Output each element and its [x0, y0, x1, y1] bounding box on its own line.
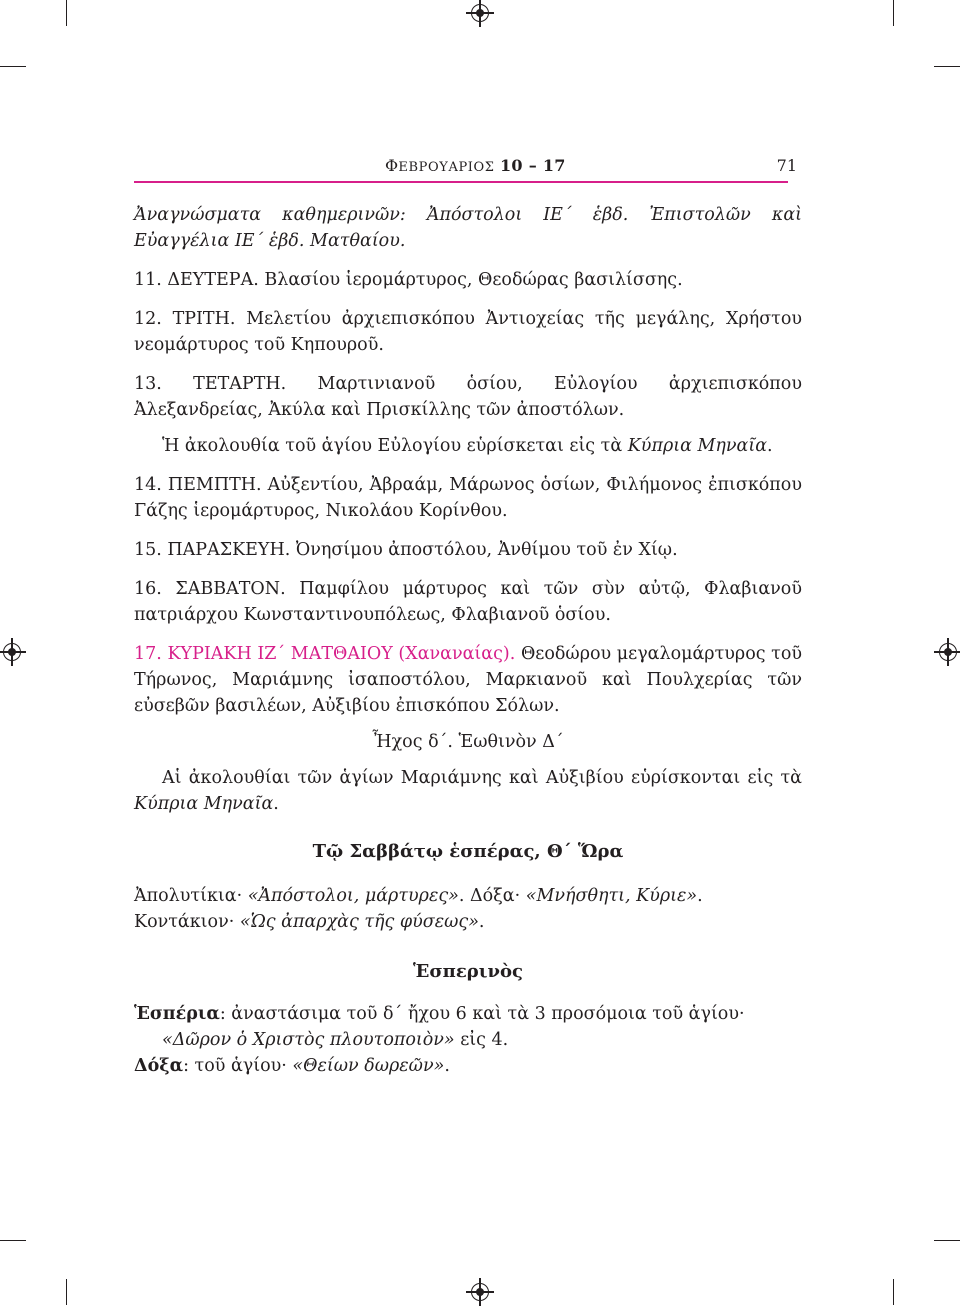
registration-mark-top [471, 4, 489, 22]
day-17-note: Αἱ ἀκολουθίαι τῶν ἁγίων Μαριάμνης καὶ Αὐξιβίου εὑρίσκονται εἰς τὰ Κύπρια Μηναῖα. [134, 768, 802, 814]
registration-mark-bottom [471, 1283, 489, 1301]
readings-note: Ἀναγνώσματα καθημερινῶν: Ἀπόστολοι ΙΕ΄ ἑβδ. Ἐπιστολῶν καὶ Εὐαγγέλια ΙΕ΄ ἑβδ. Ματθαίου. [134, 205, 802, 251]
crop-mark-tr-v [893, 0, 894, 26]
crop-mark-tr-h [934, 66, 960, 67]
crop-mark-bl-v [66, 1279, 67, 1305]
page-body [134, 202, 802, 1079]
apolytikia-line: Ἀπολυτίκια· «Ἀπόστολοι, μάρτυρες». Δόξα· «Μνήσθητι, Κύριε». [134, 886, 703, 906]
day-17: 17. ΚΥΡΙΑΚΗ ΙΖ΄ ΜΑΤΘΑΙΟΥ (Χαναναίας). Θεοδώρου μεγαλομάρτυρος τοῦ Τήρωνος, Μαριάμνης ἰσαποστόλου, Μαρκιανοῦ καὶ Πουλχερίας τῶν εὐσεβῶν βασιλέων, Αὐξιβίου ἐπισκόπου Σόλων. [134, 644, 803, 716]
sunday-label: 17. ΚΥΡΙΑΚΗ ΙΖ΄ ΜΑΤΘΑΙΟΥ (Χαναναίας). [134, 644, 516, 664]
registration-mark-right [939, 643, 957, 661]
header-date-range: 10 – 17 [499, 156, 566, 175]
esperia-hymn-line: «Δῶρον ὁ Χριστὸς πλουτοποιὸν» εἰς 4. [162, 1030, 509, 1050]
header-rule [134, 181, 788, 183]
vespers-heading: Ἑσπερινὸς [413, 961, 523, 982]
crop-mark-br-v [893, 1279, 894, 1305]
esperia-line: Ἑσπέρια: ἀναστάσιμα τοῦ δ΄ ἤχου 6 καὶ τὰ 3 προσόμοια τοῦ ἁγίου· [134, 1004, 745, 1024]
day-13: 13. ΤΕΤΑΡΤΗ. Μαρτινιανοῦ ὁσίου, Εὐλογίου ἀρχιεπισκόπου Ἀλεξανδρείας, Ἀκύλα καὶ Πρισκίλλης τῶν ἀποστόλων. [134, 374, 802, 420]
kontakion-line: Κοντάκιον· «Ὡς ἀπαρχὰς τῆς φύσεως». [134, 912, 485, 932]
day-14: 14. ΠΕΜΠΤΗ. Αὐξεντίου, Ἀβραάμ, Μάρωνος ὁσίων, Φιλήμονος ἐπισκόπου Γάζης ἱερομάρτυρος, Νικολάου Κορίνθου. [134, 475, 802, 521]
crop-mark-br-h [934, 1240, 960, 1241]
doxa-line: Δόξα: τοῦ ἁγίου· «Θείων δωρεῶν». [134, 1056, 450, 1076]
crop-mark-bl-h [0, 1240, 26, 1241]
saturday-evening-heading: Τῷ Σαββάτῳ ἑσπέρας, Θ΄ Ὥρα [312, 841, 624, 862]
day-16: 16. ΣΑΒΒΑΤΟΝ. Παμφίλου μάρτυρος καὶ τῶν σὺν αὐτῷ, Φλαβιανοῦ πατριάρχου Κωνσταντινουπόλεως, Φλαβιανοῦ ὁσίου. [134, 579, 802, 625]
day-11: 11. ΔΕΥΤΕΡΑ. Βλασίου ἱερομάρτυρος, Θεοδώρας βασιλίσσης. [134, 270, 683, 290]
page-number: 71 [776, 156, 797, 175]
running-header-title: ΦΕΒΡΟΥΑΡΙΟΣ 10 – 17 [385, 156, 566, 175]
crop-mark-tl-h [0, 66, 26, 67]
day-12: 12. ΤΡΙΤΗ. Μελετίου ἀρχιεπισκόπου Ἀντιοχείας τῆς μεγάλης, Χρήστου νεομάρτυρος τοῦ Κηπουροῦ. [134, 309, 802, 355]
tone-line: Ἦχος δ΄. Ἑωθινὸν Δ΄ [372, 732, 564, 752]
day-15: 15. ΠΑΡΑΣΚΕΥΗ. Ὀνησίμου ἀποστόλου, Ἀνθίμου τοῦ ἐν Χίῳ. [134, 540, 678, 560]
crop-mark-tl-v [66, 0, 67, 26]
registration-mark-left [3, 643, 21, 661]
day-13-note: Ἡ ἀκολουθία τοῦ ἁγίου Εὐλογίου εὑρίσκεται εἰς τὰ Κύπρια Μηναῖα. [162, 436, 773, 456]
